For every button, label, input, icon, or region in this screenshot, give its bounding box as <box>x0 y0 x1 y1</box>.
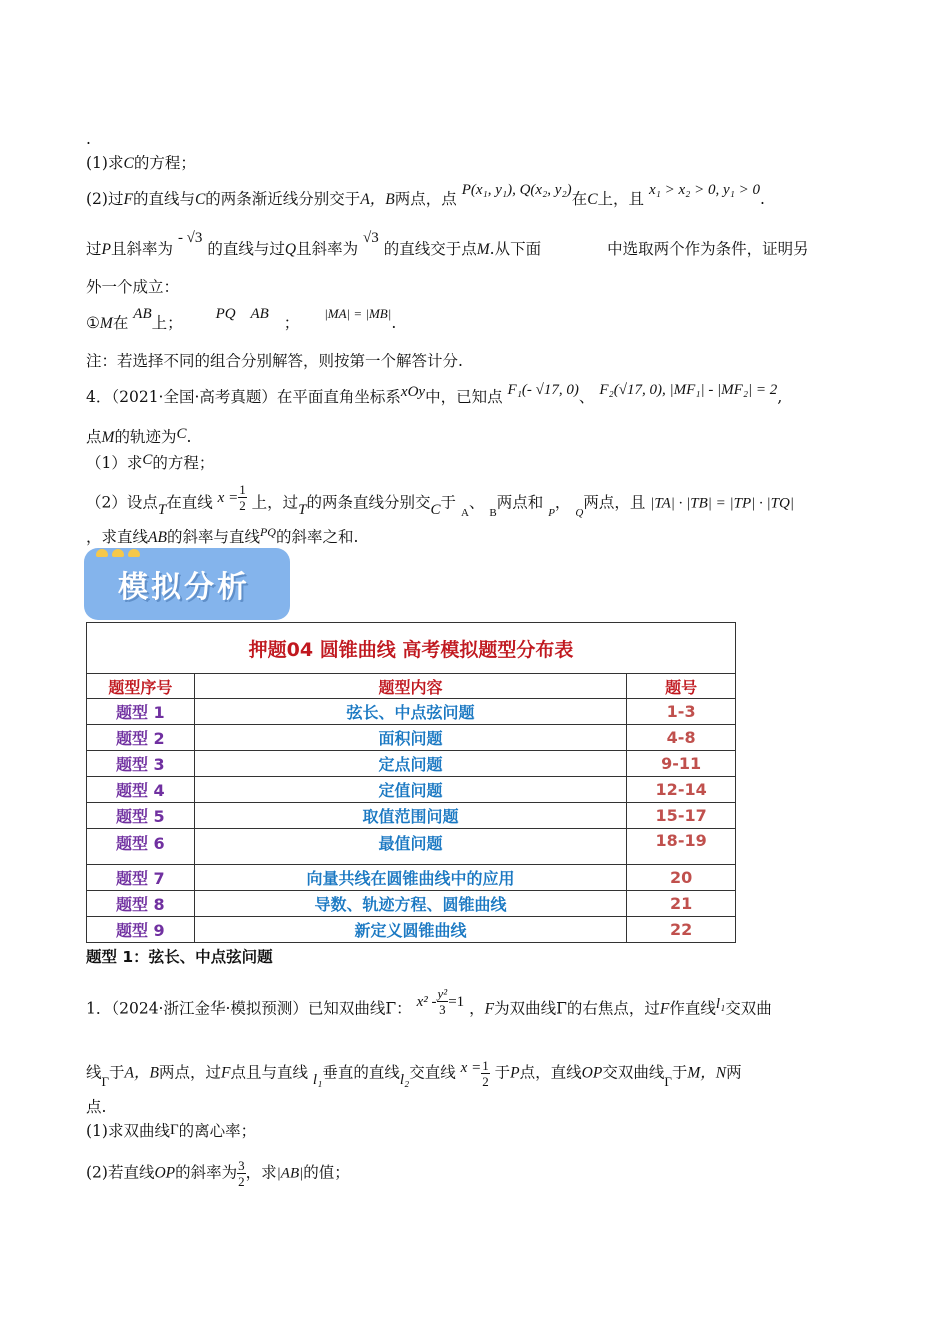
table-row: 题型 5 取值范围问题 15-17 <box>87 803 736 829</box>
q3-condition-formula: x₁ > x₂ > 0, y₁ > 0 <box>648 182 760 198</box>
table-row: 题型 2 面积问题 4-8 <box>87 725 736 751</box>
q3-line5: ①M在 AB上； PQ AB ； $^{|MA| = |MB|}$. <box>86 306 397 332</box>
table-row: 题型 1 弦长、中点弦问题 1-3 <box>87 699 736 725</box>
q4-line2: 点M的轨迹为C. <box>86 426 192 446</box>
q4-frac-half: $\frac{1}{2}$ <box>239 482 246 513</box>
badge-label: 模拟分析 <box>118 570 250 605</box>
q3-line4: 外一个成立： <box>86 278 180 296</box>
section-title: 题型 1：弦长、中点弦问题 <box>86 948 273 966</box>
p1-frac-3-2: $\frac{3}{2}$ <box>238 1158 245 1189</box>
q3-part2: (2)过F的直线与C的两条渐近线分别交于A，B两点，点 P(x₁, y₁), Q(x₂, y₂)在C上，且 x₁ > x₂ > 0, y₁ > 0. <box>86 182 765 208</box>
q4-line4: （2）设点T在直线 x = $\frac{1}{2}$ 上，过T的两条直线分别交C于 $_A$、 $_B$两点和 $_P$， $_Q$两点，且 |TA| · |TB| = |TP| · |TQ| <box>86 482 794 519</box>
p1-line5: (2)若直线OP的斜率为 $\frac{3}{2}$ ，求|AB|的值； <box>86 1158 350 1189</box>
q4-line1: 4．（2021·全国·高考真题）在平面直角坐标系xOy中，已知点 F₁(- √17, 0)、 F₂(√17, 0), |MF₁| - |MF₂| = 2, <box>86 382 783 406</box>
table-row: 题型 6 最值问题 18-19 <box>87 829 736 865</box>
header-question-numbers: 题号 <box>627 674 736 699</box>
table-row: 题型 4 定值问题 12-14 <box>87 777 736 803</box>
sqrt3: √3 <box>363 230 379 246</box>
p1-line2: 线$_\Gamma$于A，B两点，过F点且与直线 l₁垂直的直线l₂交直线 x = $\frac{1}{2}$ 于P点，直线OP交双曲线$_\Gamma$于M，N两 <box>86 1058 742 1089</box>
lead-dot: . <box>86 130 91 148</box>
p1-line4: (1)求双曲线Γ的离心率； <box>86 1122 257 1140</box>
header-type-content: 题型内容 <box>194 674 627 699</box>
q3-points-formula: P(x₁, y₁), Q(x₂, y₂) <box>461 182 572 198</box>
p1-frac-y2-3: $\frac{\text{y²}}{3}$ <box>437 986 448 1017</box>
table-row: 题型 8 导数、轨迹方程、圆锥曲线 21 <box>87 891 736 917</box>
table-row: 题型 9 新定义圆锥曲线 22 <box>87 917 736 943</box>
q4-line5: ，求直线AB的斜率与直线$^{PQ}$的斜率之和. <box>86 525 359 546</box>
q4-line3: （1）求C的方程； <box>86 452 215 472</box>
q3-note: 注：若选择不同的组合分别解答，则按第一个解答计分. <box>86 352 463 370</box>
table-row: 题型 7 向量共线在圆锥曲线中的应用 20 <box>87 865 736 891</box>
table-title: 押题04 圆锥曲线 高考模拟题型分布表 <box>87 623 736 674</box>
question-type-distribution-table <box>86 622 736 943</box>
p1-line1: 1．（2024·浙江金华·模拟预测）已知双曲线Γ： x² - $\frac{\text{y²}}{3}$ =1 ，F为双曲线Γ的右焦点，过F作直线l₁交双曲 <box>86 986 772 1018</box>
simulation-analysis-badge <box>84 548 290 620</box>
header-type-number: 题型序号 <box>87 674 195 699</box>
p1-line3: 点. <box>86 1098 107 1116</box>
badge-decoration <box>96 542 144 561</box>
p1-frac-half: $\frac{1}{2}$ <box>482 1058 489 1089</box>
neg-sqrt3: - √3 <box>177 230 203 246</box>
q3-part1: (1)求C的方程； <box>86 154 196 172</box>
table-row: 题型 3 定点问题 9-11 <box>87 751 736 777</box>
q3-line3: 过P且斜率为 - √3 的直线与过Q且斜率为 √3 的直线交于点M.从下面 中选取两个作为条件，证明另 <box>86 230 809 258</box>
